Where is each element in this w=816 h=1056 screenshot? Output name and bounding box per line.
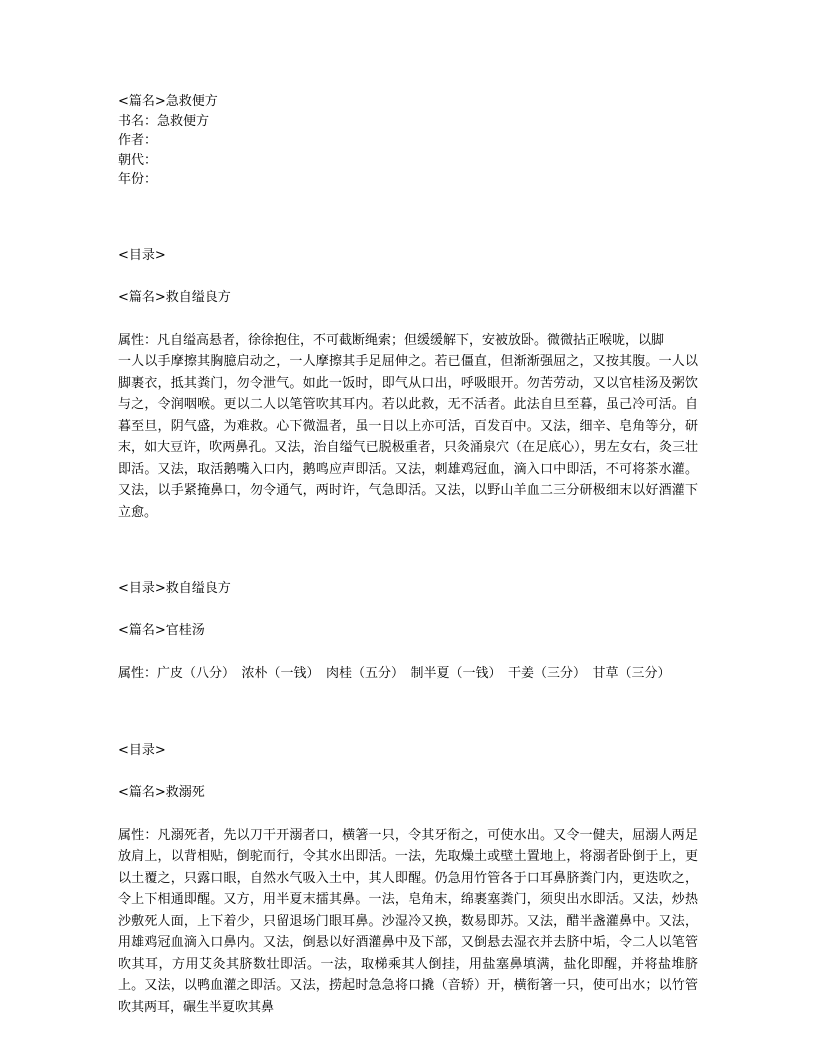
spacer bbox=[118, 685, 698, 741]
spacer bbox=[118, 599, 698, 621]
document-meta-dynasty: 朝代： bbox=[118, 152, 158, 168]
spacer bbox=[118, 190, 698, 246]
spacer bbox=[118, 761, 698, 783]
document-meta-book-name: 书名：急救便方 bbox=[118, 113, 210, 129]
section-title-1: <篇名>救自缢良方 bbox=[118, 289, 231, 305]
document-title-tag: <篇名>急救便方 bbox=[118, 94, 218, 109]
section-paragraph-1-1: 属性：凡自缢高悬者，徐徐抱住，不可截断绳索；但缓缓解下，安被放卧。微微拈正喉咙，以脚 bbox=[118, 332, 665, 348]
spacer bbox=[118, 641, 698, 663]
section-paragraph-2-1: 属性：广皮（八分） 浓朴（一钱） 肉桂（五分） 制半夏（一钱） 干姜（三分） 甘草（三分） bbox=[118, 666, 671, 681]
document-body bbox=[118, 92, 698, 1018]
section-paragraph-3-1: 属性：凡溺死者，先以刀干开溺者口，横箸一只，令其牙衔之，可使水出。又令一健夫，屈溺人两足放肩上，以背相贴，倒驼而行，令其水出即活。一法，先取燥土或壁土置地上，将溺者卧倒于上，更以土覆之，只露口眼，自然水气吸入土中，其人即醒。仍急用竹管各于口耳鼻脐粪门内，更迭吹之，令上下相通即醒。又方，用半夏末擂其鼻。一法，皂角末，绵裹塞粪门，须臾出水即活。又法，炒热沙敷死人面，上下着少，只留退场门眼耳鼻。沙湿冷又换，数易即苏。又法，醋半盏灌鼻中。又法，用雄鸡冠血滴入口鼻内。又法，倒悬以好酒灌鼻中及下部，又倒悬去湿衣并去脐中垢，令二人以笔管吹其耳，方用艾灸其脐数壮即活。一法，取梯乘其人倒挂，用盐塞鼻填满，盐化即醒，并将盐堆脐上。又法，以鸭血灌之即活。又法，捞起时急急将口撬（音轿）开，横衔箸一只，使可出水；以竹管吹其两耳，碾生半夏吹其鼻 bbox=[118, 827, 698, 1015]
document-meta-year: 年份： bbox=[118, 172, 158, 187]
spacer bbox=[118, 523, 698, 579]
spacer bbox=[118, 308, 698, 330]
section-title-3: <篇名>救溺死 bbox=[118, 784, 205, 800]
section-paragraph-1-2: 一人以手摩擦其胸臆启动之，一人摩擦其手足屈伸之。若已僵直，但渐渐强屈之，又按其腹。一人以脚裹衣，抵其粪门，勿令泄气。如此一饭时，即气从口出，呼吸眼开。勿苦劳动，又以官桂汤及粥饮与之，令润咽喉。更以二人以笔管吹其耳内。若以此救，无不活者。此法自旦至暮，虽己冷可活。自暮至旦，阴气盛，为难救。心下微温者，虽一日以上亦可活，百发百中。又法，细辛、皂角等分，研末，如大豆许，吹两鼻孔。又法，治自缢气已脱极重者，只灸涌泉穴（在足底心），男左女右，灸三壮即活。又法，取活鹅嘴入口内，鹅鸣应声即活。又法，刺雄鸡冠血，滴入口中即活，不可将茶水灌。又法，以手紧掩鼻口，勿令通气，两时许，气急即活。又法，以野山羊血二三分研极细末以好酒灌下立愈。 bbox=[118, 354, 698, 520]
spacer bbox=[118, 803, 698, 825]
spacer bbox=[118, 266, 698, 288]
section-catalog-2: <目录>救自缢良方 bbox=[118, 581, 231, 596]
section-catalog-1: <目录> bbox=[118, 247, 166, 263]
document-meta-author: 作者： bbox=[118, 133, 158, 148]
section-title-2: <篇名>官桂汤 bbox=[118, 623, 205, 638]
section-catalog-3: <目录> bbox=[118, 742, 166, 758]
